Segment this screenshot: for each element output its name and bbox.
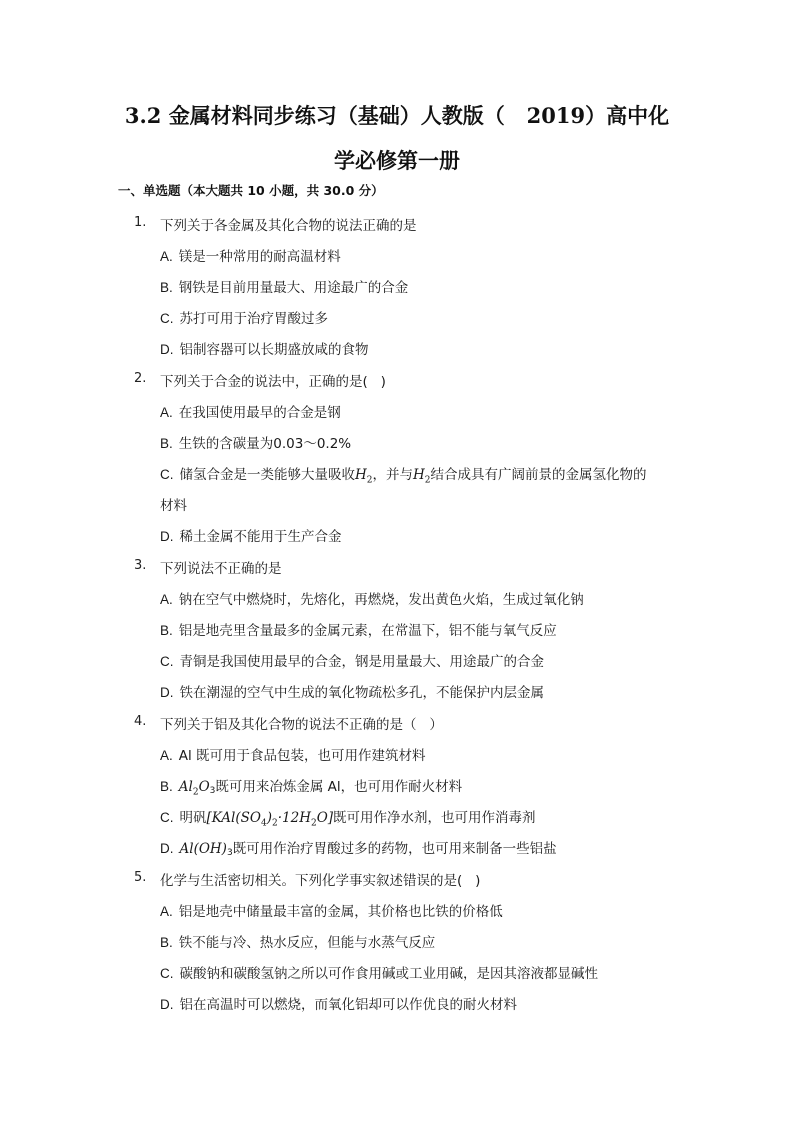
option-label: D. bbox=[160, 997, 174, 1012]
option-text: 铁在潮湿的空气中生成的氧化物疏松多孔，不能保护内层金属 bbox=[179, 685, 544, 701]
option-text: 铝是地壳中储量最丰富的金属，其价格也比铁的价格低 bbox=[178, 904, 503, 920]
option-a bbox=[160, 588, 584, 608]
option-a bbox=[160, 401, 341, 421]
option-d bbox=[160, 993, 517, 1013]
subscript: 3 bbox=[226, 848, 233, 858]
option-text: 碳酸钠和碳酸氢钠之所以可作食用碱或工业用碱，是因其溶液都显碱性 bbox=[179, 966, 598, 982]
option-c-continued: 材料 bbox=[160, 498, 187, 514]
option-b bbox=[160, 931, 435, 951]
option-label: A. bbox=[160, 405, 173, 420]
option-d bbox=[160, 338, 369, 358]
section-header: 一、单选题（本大题共 10 小题，共 30.0 分） bbox=[118, 183, 384, 198]
option-label: A. bbox=[160, 249, 173, 264]
document-title-line-1: 3.2 金属材料同步练习（基础）人教版（ 2019）高中化 bbox=[124, 103, 670, 128]
option-text: 铁不能与冷、热水反应，但能与水蒸气反应 bbox=[178, 935, 436, 951]
question-number: 4. bbox=[134, 714, 147, 729]
question-number: 3. bbox=[134, 558, 147, 573]
option-label: C. bbox=[160, 654, 174, 669]
option-text: 镁是一种常用的耐高温材料 bbox=[178, 249, 341, 265]
option-label: D. bbox=[160, 529, 174, 544]
option-text: Al 既可用于食品包装，也可用作建筑材料 bbox=[178, 748, 426, 764]
option-c bbox=[160, 650, 544, 670]
option-label: D. bbox=[160, 342, 174, 357]
option-label: B. bbox=[160, 779, 173, 794]
option-text: 既可用来冶炼金属 Al，也可用作耐火材料 bbox=[215, 779, 463, 795]
formula: $H_2$ bbox=[413, 467, 431, 486]
option-label: C. bbox=[160, 810, 174, 825]
option-a bbox=[160, 744, 426, 764]
option-label: B. bbox=[160, 280, 173, 295]
option-text: 青铜是我国使用最早的合金，钢是用量最大、用途最广的合金 bbox=[179, 654, 544, 670]
option-c bbox=[160, 962, 598, 982]
question-text: 下列关于合金的说法中，正确的是( ) bbox=[160, 374, 386, 390]
option-text: 在我国使用最早的合金是钢 bbox=[178, 405, 341, 421]
document-title-line-2: 学必修第一册 bbox=[334, 148, 460, 173]
option-text: 稀土金属不能用于生产合金 bbox=[179, 529, 342, 545]
option-a bbox=[160, 900, 503, 920]
option-text: 明矾 bbox=[179, 810, 207, 826]
option-text: 钢铁是目前用量最大、用途最广的合金 bbox=[178, 280, 409, 296]
option-label: A. bbox=[160, 592, 173, 607]
option-b bbox=[160, 276, 408, 296]
option-d bbox=[160, 837, 557, 858]
option-text: 储氢合金是一类能够大量吸收 bbox=[179, 467, 355, 483]
formula: Al(OH) bbox=[179, 841, 227, 857]
option-b bbox=[160, 432, 351, 452]
question-text: 下列说法不正确的是 bbox=[160, 561, 282, 577]
option-text: 既可用作治疗胃酸过多的药物，也可用来制备一些铝盐 bbox=[232, 841, 557, 857]
option-d bbox=[160, 681, 544, 701]
option-label: B. bbox=[160, 623, 173, 638]
formula: $[KAl(SO_4)_2\cdot 12H_2O]$ bbox=[206, 810, 334, 829]
option-label: C. bbox=[160, 311, 174, 326]
option-c bbox=[160, 463, 647, 486]
option-text: 铝在高温时可以燃烧，而氧化铝却可以作优良的耐火材料 bbox=[179, 997, 517, 1013]
option-label: A. bbox=[160, 904, 173, 919]
option-text: 苏打可用于治疗胃酸过多 bbox=[179, 311, 328, 327]
option-label: A. bbox=[160, 748, 173, 763]
subscript: 3 bbox=[209, 786, 216, 796]
option-label: D. bbox=[160, 841, 174, 856]
question-number: 1. bbox=[134, 215, 147, 230]
option-label: C. bbox=[160, 966, 174, 981]
option-c bbox=[160, 806, 536, 829]
question-text: 下列关于各金属及其化合物的说法正确的是 bbox=[160, 218, 417, 234]
option-text: ，并与 bbox=[372, 467, 414, 483]
formula: $H_2$ bbox=[355, 467, 373, 486]
question-text: 化学与生活密切相关。下列化学事实叙述错误的是( ) bbox=[160, 873, 481, 889]
option-label: C. bbox=[160, 467, 174, 482]
question-number: 5. bbox=[134, 870, 147, 885]
option-label: D. bbox=[160, 685, 174, 700]
option-label: B. bbox=[160, 935, 173, 950]
option-text: 钠在空气中燃烧时，先熔化，再燃烧，发出黄色火焰，生成过氧化钠 bbox=[178, 592, 584, 608]
option-a bbox=[160, 245, 341, 265]
question-text: 下列关于铝及其化合物的说法不正确的是（ ） bbox=[160, 717, 443, 733]
option-b bbox=[160, 619, 557, 639]
option-text: 生铁的含碳量为0.03～0.2% bbox=[178, 436, 352, 452]
formula: $Al_2O$ bbox=[178, 779, 210, 798]
option-c bbox=[160, 307, 328, 327]
question-number: 2. bbox=[134, 371, 147, 386]
option-text: 既可用作净水剂，也可用作消毒剂 bbox=[333, 810, 536, 826]
option-d bbox=[160, 525, 342, 545]
option-label: B. bbox=[160, 436, 173, 451]
option-text: 结合成具有广阔前景的金属氢化物的 bbox=[430, 467, 647, 483]
option-text: 铝制容器可以长期盛放咸的食物 bbox=[179, 342, 369, 358]
option-text: 铝是地壳里含量最多的金属元素，在常温下，铝不能与氧气反应 bbox=[178, 623, 557, 639]
option-b bbox=[160, 775, 462, 798]
